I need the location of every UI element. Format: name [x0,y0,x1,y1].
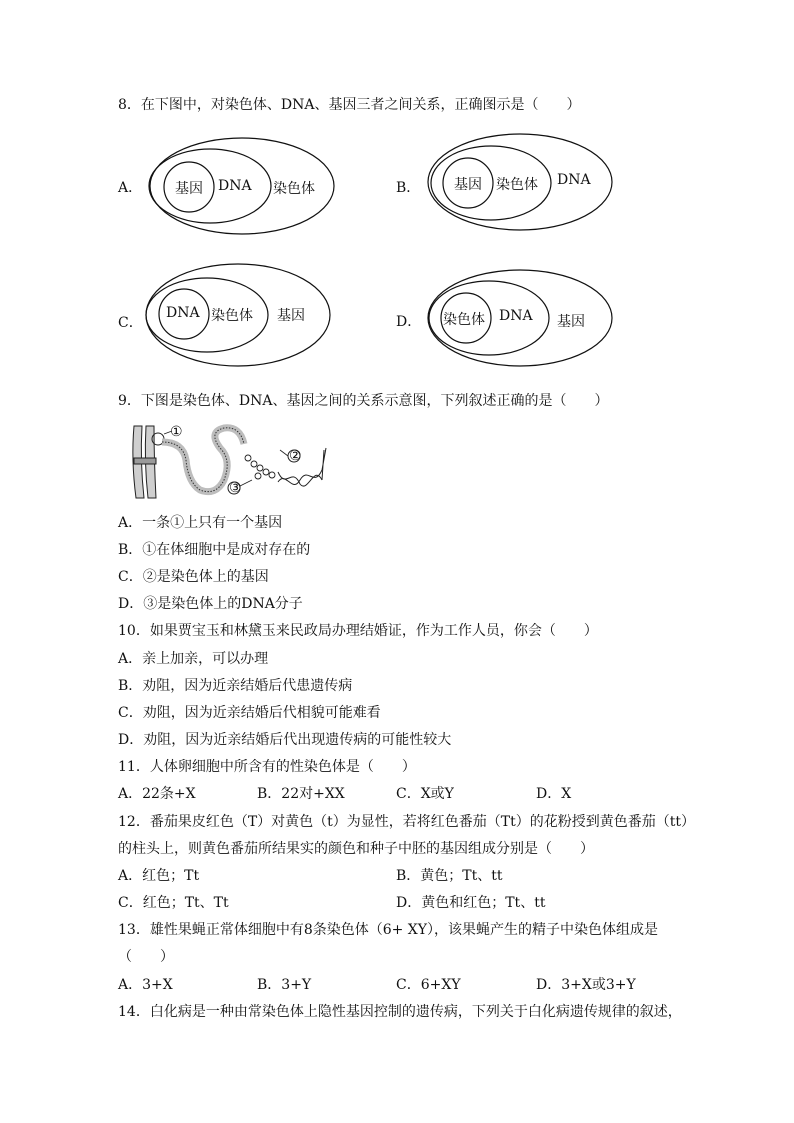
q8-option-d-letter: D． [396,314,422,330]
q10-option-a: A．亲上加亲，可以办理 [118,651,269,667]
q9-option-c: C．②是染色体上的基因 [118,569,269,585]
q8-option-c-letter: C． [118,315,143,331]
q8-option-d-inner: 染色体 [443,312,485,328]
q10-option-d: D．劝阻，因为近亲结婚后代出现遗传病的可能性较大 [118,732,452,748]
q11-option-a: A．22条+X [118,786,196,802]
q14-stem: 14．白化病是一种由常染色体上隐性基因控制的遗传病，下列关于白化病遗传规律的叙述， [118,1004,682,1020]
q12-stem-line1: 12．番茄果皮红色（T）对黄色（t）为显性，若将红色番茄（Tt）的花粉授到黄色番茄（tt） [118,814,695,830]
q12-option-c: C．红色；Tt、Tt [118,895,229,911]
q8-option-b-inner: 基因 [454,177,482,193]
q11-stem: 11．人体卵细胞中所含有的性染色体是（ ） [118,759,416,775]
q8-option-a-inner: 基因 [175,181,203,197]
q9-stem: 9．下图是染色体、DNA、基因之间的关系示意图，下列叙述正确的是（ ） [118,393,609,409]
q12-option-a: A．红色；Tt [118,868,200,884]
q8-option-c-outer: 基因 [277,308,305,324]
q8-option-b-letter: B． [396,180,421,196]
q8-option-d-middle: DNA [499,308,533,324]
q10-option-c: C．劝阻，因为近亲结婚后代相貌可能难看 [118,705,381,721]
q13-stem-line2: （ ） [118,949,174,965]
q9-label-1: ① [170,424,183,440]
q8-option-b-outer: DNA [557,172,591,188]
q13-option-b: B．3+Y [257,977,312,993]
nucleosome-beads-icon [245,455,275,479]
q12-stem-line2: 的柱头上，则黄色番茄所结果实的颜色和种子中胚的基因组成分别是（ ） [118,841,594,857]
q13-option-c: C．6+XY [396,977,461,993]
q8-option-a-letter: A． [118,180,143,196]
q13-stem-line1: 13．雄性果蝇正常体细胞中有8条染色体（6+ XY），该果蝇产生的精子中染色体组成是 [118,922,659,938]
q8-option-d-outer: 基因 [557,314,585,330]
q9-chromosome-figure [128,420,328,500]
q8-venn-diagrams [0,128,794,428]
q11-option-c: C．X或Y [396,786,454,802]
q9-label-2: ② [289,448,302,464]
q12-option-d: D．黄色和红色；Tt、tt [396,895,546,911]
q9-option-b: B．①在体细胞中是成对存在的 [118,542,311,558]
q8-stem: 8．在下图中，对染色体、DNA、基因三者之间关系，正确图示是（ ） [118,97,581,113]
q9-option-d: D．③是染色体上的DNA分子 [118,596,303,612]
q9-option-a: A．一条①上只有一个基因 [118,515,283,531]
q8-option-a-middle: DNA [218,178,252,194]
q11-option-b: B．22对+XX [257,786,345,802]
q11-option-d: D．X [536,786,572,802]
q8-option-c-middle: 染色体 [211,308,253,324]
q8-option-c-inner: DNA [166,305,200,321]
q10-option-b: B．劝阻，因为近亲结婚后代患遗传病 [118,678,353,694]
q10-stem: 10．如果贾宝玉和林黛玉来民政局办理结婚证，作为工作人员，你会（ ） [118,623,598,639]
q12-option-b: B．黄色；Tt、tt [396,868,503,884]
q13-option-a: A．3+X [118,977,173,993]
q9-label-3: ③ [229,480,242,496]
q8-option-a-outer: 染色体 [273,181,315,197]
q13-option-d: D．3+X或3+Y [536,977,636,993]
q8-option-b-middle: 染色体 [496,177,538,193]
